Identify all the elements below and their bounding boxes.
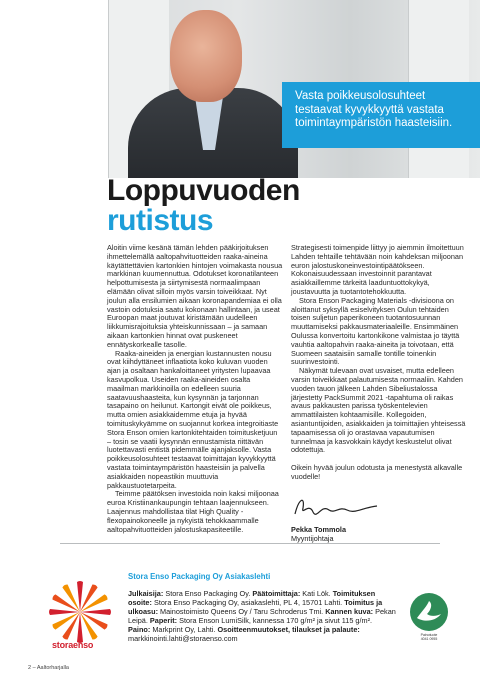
article-column-2	[291, 244, 467, 482]
paragraph: Aloitin viime kesänä tämän lehden pääkirjoituksen ihmettelemällä aaltopahvituotteiden raaka-aineina käytättettävien kartonkien hintojen voimakasta nousua markkinan kuumennuttua. Odotukset koronatilanteen helpottumisesta ja siirtymisestä normaalimpaan elämään olivat silloin myös varsin toiveikkaat. Nyt joulun alla ensilumien aikaan koronapandemiaa ei olla vastoin odotuksia saatu kokonaan hallintaan, ja useat Euroopan maat joutuvat kiristämään uudelleen liikkumisrajoituksia yhteiskunnissaan – ja samaan aikaan kartonkien hinnat ovat puskeneet ennätyskorkealle tasolle.	[107, 243, 283, 349]
colophon-label: Osoitteenmuutokset, tilaukset ja palaute:	[217, 625, 360, 634]
colophon-value: Markprint Oy, Lahti.	[150, 625, 218, 634]
ecolabel-caption-line: Painotuote	[420, 633, 438, 637]
paragraph: Strategisesti toimenpide liittyy jo aiemmin ilmoitettuun Lahden tehtaille tehtävään noin kahdeksan miljoonan euron jalostuskoneinvestointipäätökseen. Kokonaisuudessaan investoinnit parantavat asiakkaillemme tärkeitä laaduntuottokykyä, joustavuutta ja tuotantotehokkuutta.	[291, 243, 464, 296]
nordic-swan-ecolabel-icon	[409, 592, 449, 632]
colophon-label: Julkaisija:	[128, 589, 164, 598]
colophon-label: Paperit:	[149, 616, 178, 625]
colophon-value: Mainostoimisto Queens Oy / Taru Schroderus Tmi.	[158, 607, 326, 616]
divider	[60, 543, 440, 544]
signer-name: Pekka Tommola	[291, 525, 347, 534]
colophon	[128, 589, 396, 643]
paragraph: Stora Enson Packaging Materials -divisioona on aloittanut syksyllä esiselvityksen Oulun tehtaiden toisen suljetun paperikoneen tuotantosuunnan muuttamiseksi pakkausmateriaaleille. Ensimmäinen Oulussa konvertoitu kartonkikone valmistaa jo täyttä vauhtia aaltopahvin raaka-aineita ja toivotaan, että Suomeen saataisiin samalle tontille toinenkin suurinvestointi.	[291, 295, 460, 367]
colophon-label: Päätoimittaja:	[252, 589, 301, 598]
colophon-label: Toimitus ja ulkoasu:	[128, 598, 383, 616]
colophon-heading: Stora Enso Packaging Oy Asiakaslehti	[128, 572, 271, 581]
colophon-label: Paino:	[128, 625, 151, 634]
colophon-value: markkinointi.lahti@storaenso.com	[128, 634, 238, 643]
colophon-value: Pekan Leipä.	[128, 607, 396, 625]
title-line-1: Loppuvuoden	[107, 174, 300, 207]
paragraph: Teimme päätöksen investoida noin kaksi miljoonaa euroa Kristiinankaupungin tehtaan laajennukseen. Laajennus mahdollistaa tilat High Quality -flexopainokoneelle ja nykyistä tehokkaammalle aaltopahvituotteiden jalostuskapasiteetille.	[107, 489, 279, 534]
title-line-2: rutistus	[107, 204, 214, 237]
article-column-1	[107, 244, 283, 534]
article-title	[107, 176, 300, 236]
paragraph: Oikein hyvää joulun odotusta ja menestystä alkavalle vuodelle!	[291, 462, 463, 481]
storaenso-wordmark: storaenso	[52, 640, 94, 650]
colophon-label: Kannen kuva:	[325, 607, 374, 616]
pull-quote: Vasta poikkeusolosuhteet testaavat kyvykkyyttä vastata toimintaympäristön haasteisiin.	[282, 82, 480, 148]
paragraph: Näkymät tulevaan ovat usvaiset, mutta edelleen varsin toiveikkaat palautumisesta normaaliin. Kahden vuoden tauon jälkeen Lahden Sibeliustalossa järjestetty PackSummit 2021 -tapahtuma oli raikas avaus pakkausten parissa työskentelevien ammattilaisten kohtaamisille. Kollegoiden, asiantuntijoiden, asiakkaiden ja toimittajien yhteisessä tapaamisessa oli jo orastavaa vapautumisen tunnelmaa ja kasvokkain käydyt keskustelut olivat odotettuja.	[291, 366, 466, 455]
page-footer: 2 – Aaltorharjalla	[28, 665, 69, 671]
colophon-value: Stora Enson LumiSilk, kannessa 170 g/m² ja sivut 115 g/m².	[177, 616, 373, 625]
ecolabel-caption	[405, 633, 453, 641]
handwritten-signature	[291, 494, 381, 522]
colophon-value: Stora Enso Packaging Oy.	[163, 589, 253, 598]
paragraph: Raaka-aineiden ja energian kustannusten nousu ovat kiihdyttäneet inflaatiota koko kuluvan vuoden ajan ja osaltaan hankaloittaneet yritysten lupaavaa kasvupolkua. Useiden raaka-aineiden osalta maailman markkinoilla on edelleen suuria saatavuushaasteita, kun kysynnän ja tarjonnan tasapaino on heilunut. Kartongit eivät ole poikkeus, mutta omien asiakkaidemme etuja ja hyvää toimituskykyämme on suojannut korkea integroitiaste Stora Enson omien kartonkitehtaiden toimitusketjuun – tosin se vaatii kysynnän ennustamista riittävän luotettavasti entistä pidemmälle ajanjaksolle. Vasta poikkeusolosuhteet testaavat toimittajan kyvykkyyttä vastata toimintaympäristön haasteisiin ja palvella asiakkaiden nopeastikin muuttuvia pakkaustuotetarpeita.	[107, 348, 279, 490]
signer-role: Myyntijohtaja	[291, 534, 334, 543]
colophon-value: Stora Enso Packaging Oy, asiakaslehti, PL 4, 15701 Lahti.	[151, 598, 345, 607]
colophon-value: Kati Lök.	[300, 589, 333, 598]
ecolabel-caption-line: 4041 0955	[420, 637, 438, 641]
colophon-label: Toimituksen osoite:	[128, 589, 376, 607]
portrait-head	[170, 10, 242, 102]
